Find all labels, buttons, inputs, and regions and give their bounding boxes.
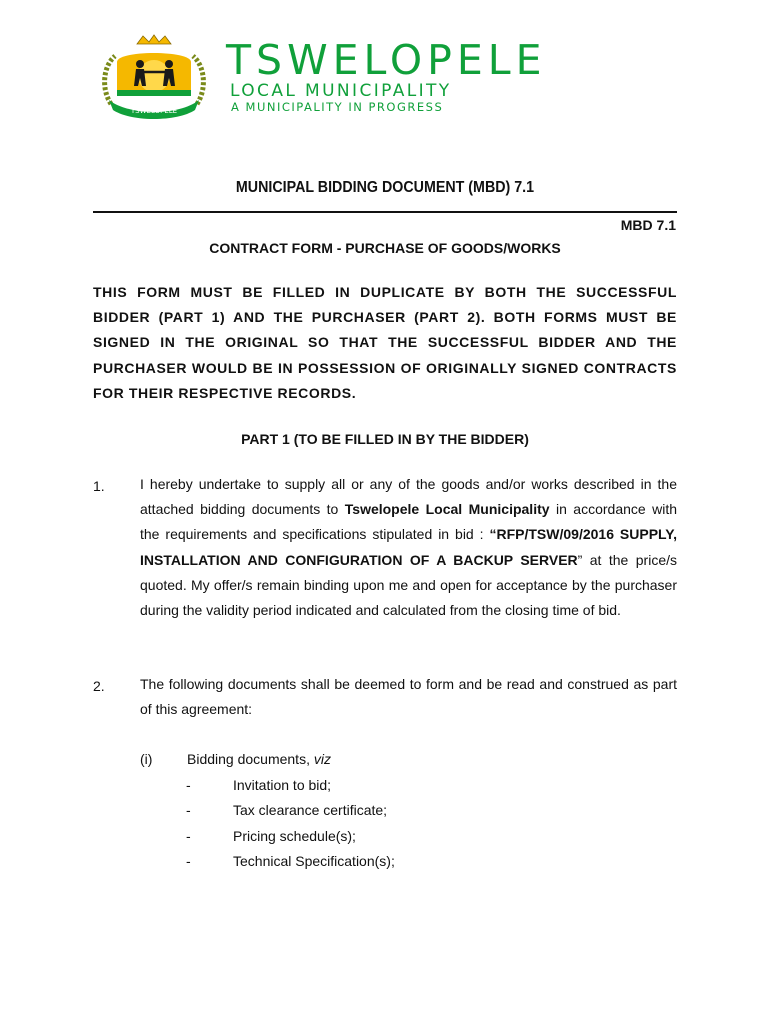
logo-ring-text: TSWELOPELE [130, 107, 178, 115]
municipality-logo [93, 34, 215, 120]
list-item-dash: - [186, 853, 191, 869]
list-item-dash: - [186, 802, 191, 818]
subclause-i-marker: (i) [140, 751, 153, 767]
municipality-name: Tswelopele Local Municipality [344, 501, 550, 518]
clause-1-number: 1. [93, 478, 105, 494]
clause-2-text: The following documents shall be deemed to form and be read and construed as part of this agreement: [140, 676, 677, 718]
subclause-i-heading-viz: viz [313, 751, 331, 767]
list-item: Tax clearance certificate; [233, 802, 388, 818]
clause-2-number: 2. [93, 678, 105, 694]
list-item-dash: - [186, 777, 191, 793]
subclause-i-heading-text: Bidding documents, [187, 751, 314, 767]
instruction-notice: THIS FORM MUST BE FILLED IN DUPLICATE BY BOTH THE SUCCESSFUL BIDDER (PART 1) AND THE PURCHASER (PART 2). BOTH FORMS MUST BE SIGNED IN THE ORIGINAL SO THAT THE SUCCESSFUL BIDDER AND THE PURCHASER WOULD BE IN POSSESSION OF ORIGINALLY SIGNED CONTRACTS FOR THEIR RESPECTIVE RECORDS. [93, 284, 677, 401]
list-item: Technical Specification(s); [233, 853, 395, 869]
clause-1-text-part-c: in accordance with the requirements and specifications stipulated in bid : [140, 501, 678, 543]
brand-subtitle: LOCAL MUNICIPALITY [230, 81, 452, 101]
list-item-dash: - [186, 828, 191, 844]
brand-name: TSWELOPELE [226, 36, 547, 84]
clause-1-text [140, 472, 677, 623]
document-title: MUNICIPAL BIDDING DOCUMENT (MBD) 7.1 [235, 179, 535, 196]
brand-tagline: A MUNICIPALITY IN PROGRESS [231, 100, 444, 114]
list-item: Invitation to bid; [233, 777, 332, 793]
part1-heading: PART 1 (TO BE FILLED IN BY THE BIDDER) [241, 431, 529, 447]
list-item: Pricing schedule(s); [233, 828, 356, 844]
clause-1-text-part-a: I hereby undertake to supply all or any of the goods and/or works described in the attached bidding documents to [140, 476, 677, 518]
form-title: CONTRACT FORM - PURCHASE OF GOODS/WORKS [209, 240, 561, 256]
document-code: MBD 7.1 [620, 217, 676, 233]
title-divider [93, 211, 677, 213]
bid-reference: “RFP/TSW/09/2016 SUPPLY, INSTALLATION AND CONFIGURATION OF A BACKUP SERVER [140, 526, 677, 568]
subclause-i-heading [187, 752, 331, 766]
clause-1-text-part-e: ” at the price/s quoted. My offer/s remain binding upon me and open for acceptance by the purchaser during the validity period indicated and calculated from the closing time of bid. [140, 551, 677, 619]
